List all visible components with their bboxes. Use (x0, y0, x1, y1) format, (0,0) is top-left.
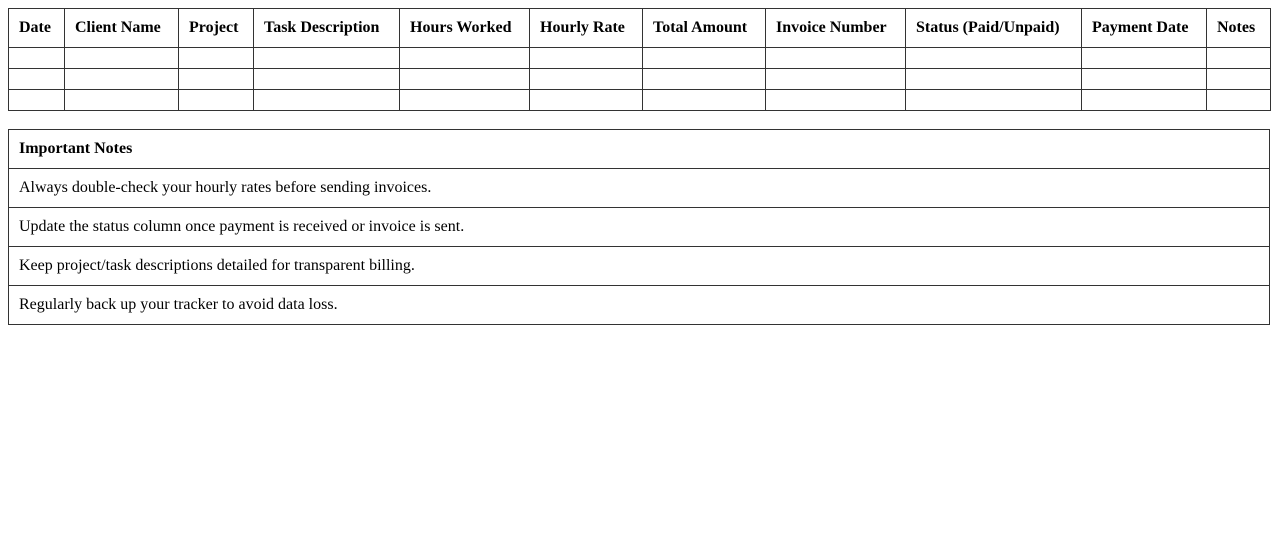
table-cell[interactable] (1082, 69, 1207, 90)
table-cell[interactable] (9, 69, 65, 90)
table-cell[interactable] (1207, 90, 1271, 111)
table-cell[interactable] (643, 69, 766, 90)
table-cell[interactable] (766, 48, 906, 69)
table-cell[interactable] (400, 90, 530, 111)
column-header: Invoice Number (766, 9, 906, 48)
note-row (9, 208, 1270, 247)
table-cell[interactable] (530, 90, 643, 111)
table-cell[interactable] (400, 48, 530, 69)
note-item: Always double-check your hourly rates before sending invoices. (9, 169, 1270, 208)
column-header: Project (179, 9, 254, 48)
table-cell[interactable] (766, 90, 906, 111)
header-row (9, 9, 1271, 48)
invoice-tracker-table (8, 8, 1271, 111)
table-cell[interactable] (1207, 48, 1271, 69)
table-row (9, 48, 1271, 69)
table-cell[interactable] (179, 90, 254, 111)
table-cell[interactable] (906, 48, 1082, 69)
table-cell[interactable] (254, 69, 400, 90)
column-header: Date (9, 9, 65, 48)
table-cell[interactable] (400, 69, 530, 90)
table-cell[interactable] (1082, 90, 1207, 111)
column-header: Client Name (65, 9, 179, 48)
column-header: Status (Paid/Unpaid) (906, 9, 1082, 48)
table-cell[interactable] (530, 69, 643, 90)
note-row (9, 286, 1270, 325)
table-cell[interactable] (9, 90, 65, 111)
column-header: Total Amount (643, 9, 766, 48)
table-cell[interactable] (9, 48, 65, 69)
column-header: Task Description (254, 9, 400, 48)
table-cell[interactable] (643, 48, 766, 69)
important-notes-table (8, 129, 1270, 325)
notes-title: Important Notes (9, 130, 1270, 169)
table-row (9, 90, 1271, 111)
column-header: Hours Worked (400, 9, 530, 48)
table-cell[interactable] (1082, 48, 1207, 69)
table-cell[interactable] (179, 69, 254, 90)
table-cell[interactable] (643, 90, 766, 111)
notes-title-row (9, 130, 1270, 169)
table-cell[interactable] (530, 48, 643, 69)
table-cell[interactable] (1207, 69, 1271, 90)
note-item: Keep project/task descriptions detailed for transparent billing. (9, 247, 1270, 286)
table-cell[interactable] (906, 90, 1082, 111)
table-cell[interactable] (65, 48, 179, 69)
table-cell[interactable] (65, 69, 179, 90)
table-row (9, 69, 1271, 90)
table-cell[interactable] (179, 48, 254, 69)
table-cell[interactable] (766, 69, 906, 90)
table-cell[interactable] (254, 48, 400, 69)
table-cell[interactable] (906, 69, 1082, 90)
note-item: Update the status column once payment is received or invoice is sent. (9, 208, 1270, 247)
column-header: Hourly Rate (530, 9, 643, 48)
table-cell[interactable] (254, 90, 400, 111)
column-header: Notes (1207, 9, 1271, 48)
column-header: Payment Date (1082, 9, 1207, 48)
table-cell[interactable] (65, 90, 179, 111)
note-row (9, 247, 1270, 286)
note-item: Regularly back up your tracker to avoid data loss. (9, 286, 1270, 325)
note-row (9, 169, 1270, 208)
